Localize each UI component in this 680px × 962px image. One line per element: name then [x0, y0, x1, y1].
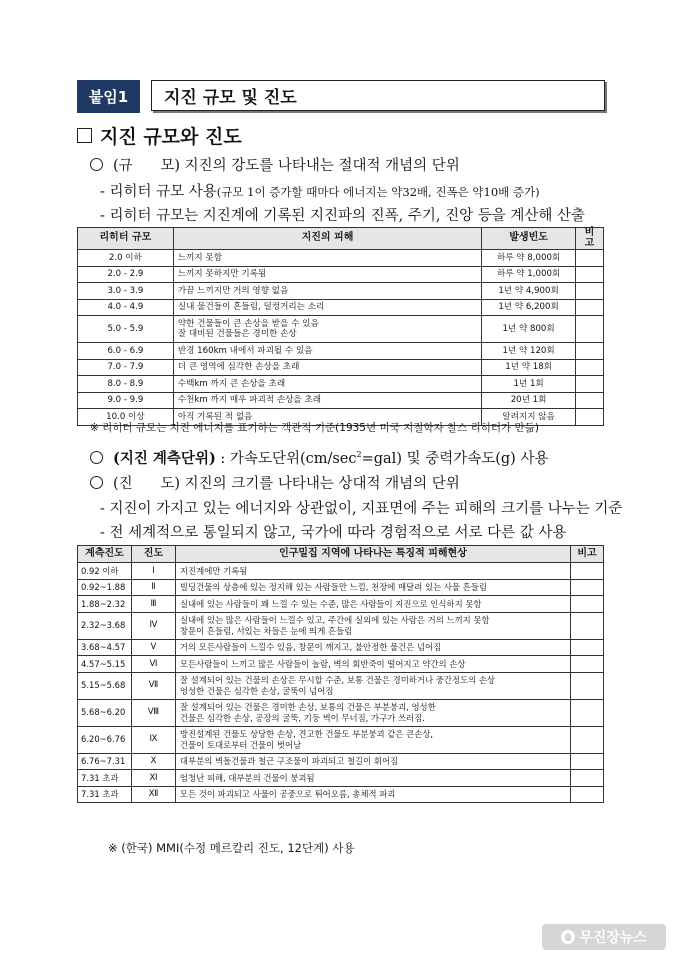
mmi-level-cell: Ⅵ	[131, 656, 175, 673]
mmi-note-cell	[571, 656, 604, 673]
mmi-gal-cell: 6.20~6.76	[78, 726, 132, 753]
table-row	[78, 359, 604, 376]
circle-bullet-icon	[90, 158, 103, 171]
richter-scale-cell: 9.0 - 9.9	[78, 392, 174, 409]
mmi-description-cell: 잘 설계되어 있는 건물은 경미한 손상, 보통의 건물은 부분붕괴, 엉성한 건물은 심각한 손상, 공장의 굴뚝, 기둥 벽이 무너짐, 가구가 쓰러짐.	[175, 699, 570, 726]
richter-note-cell	[576, 359, 604, 376]
richter-scale-cell: 7.0 - 7.9	[78, 359, 174, 376]
table-row	[78, 639, 604, 656]
richter-note-cell	[576, 409, 604, 426]
table-row	[78, 299, 604, 316]
richter-frequency-cell: 하루 약 8,000회	[482, 250, 576, 267]
mmi-description-cell: 빌딩건물의 상층에 있는 정지해 있는 사람들만 느낌, 천장에 매달려 있는 사물 흔들림	[175, 579, 570, 596]
richter-table	[77, 227, 604, 426]
richter-scale-cell: 3.0 - 3.9	[78, 283, 174, 300]
richter-damage-cell: 실내 물건들이 흔들림, 덜컹거리는 소리	[173, 299, 481, 316]
mmi-note-cell	[571, 699, 604, 726]
richter-frequency-cell: 1년 약 18회	[482, 359, 576, 376]
magnitude-bullet-2: - 리히터 규모는 지진계에 기록된 지진파의 진폭, 주기, 진앙 등을 계산해 산출	[100, 208, 586, 224]
mmi-footnote: ※ (한국) MMI(수정 메르칼리 진도, 12단계) 사용	[108, 841, 355, 855]
richter-frequency-cell: 20년 1회	[482, 392, 576, 409]
mmi-table-header	[78, 546, 604, 563]
richter-damage-cell: 아직 기록된 적 없음	[173, 409, 481, 426]
mmi-gal-cell: 7.31 초과	[78, 770, 132, 787]
mmi-level-cell: Ⅱ	[131, 579, 175, 596]
mmi-gal-cell: 6.76~7.31	[78, 753, 132, 770]
mmi-description-cell: 실내에 있는 많은 사람들이 느낄수 있고, 주간에 실외에 있는 사람은 거의 느끼지 못함 창문이 흔들림, 서있는 차들은 눈에 띄게 흔들림	[175, 612, 570, 639]
mmi-description-cell: 엄청난 피해, 대부분의 건물이 붕괴됨	[175, 770, 570, 787]
mmi-note-cell	[571, 672, 604, 699]
intensity-text: 지진의 크기를 나타내는 상대적 개념의 단위	[184, 476, 460, 492]
mmi-header-cell: 계측진도	[78, 546, 132, 563]
mmi-description-cell: 지진계에만 기록됨	[175, 563, 570, 580]
mmi-level-cell: Ⅷ	[131, 699, 175, 726]
magnitude-label: (규 모)	[113, 158, 180, 174]
mmi-level-cell: Ⅶ	[131, 672, 175, 699]
mmi-note-cell	[571, 726, 604, 753]
richter-scale-cell: 5.0 - 5.9	[78, 316, 174, 343]
intensity-bullet-1: - 지진이 가지고 있는 에너지와 상관없이, 지표면에 주는 피해의 크기를 나누는 기준	[100, 501, 623, 517]
intensity-unit-text-post: =gal) 및 중력가속도(g) 사용	[361, 451, 549, 467]
mmi-description-cell: 방진설계된 건물도 상당한 손상, 견고한 건물도 부분붕괴 같은 큰손상, 건물이 토대로부터 건물이 벗어남	[175, 726, 570, 753]
richter-frequency-cell: 1년 약 4,900회	[482, 283, 576, 300]
mmi-note-cell	[571, 770, 604, 787]
mmi-table	[77, 545, 604, 803]
mmi-note-cell	[571, 563, 604, 580]
mmi-level-cell: Ⅴ	[131, 639, 175, 656]
table-row	[78, 266, 604, 283]
mmi-description-cell: 거의 모든사람들이 느낄수 있음, 창문이 깨지고, 불안정한 물건은 넘어짐	[175, 639, 570, 656]
richter-frequency-cell: 1년 1회	[482, 376, 576, 393]
mmi-note-cell	[571, 596, 604, 613]
richter-damage-cell: 느끼지 못하지만 기록됨	[173, 266, 481, 283]
magnitude-text: 지진의 강도를 나타내는 절대적 개념의 단위	[184, 158, 460, 174]
table-row	[78, 563, 604, 580]
richter-damage-cell: 반경 160km 내에서 파괴될 수 있음	[173, 343, 481, 360]
richter-damage-cell: 수백km 까지 큰 손상을 초래	[173, 376, 481, 393]
table-row	[78, 699, 604, 726]
mmi-gal-cell: 3.68~4.57	[78, 639, 132, 656]
table-row	[78, 250, 604, 267]
table-row	[78, 656, 604, 673]
magnitude-bullet-1-main: - 리히터 규모 사용	[100, 184, 217, 200]
intensity-definition	[90, 472, 460, 493]
section-title: 지진 규모와 진도	[100, 126, 242, 148]
mmi-note-cell	[571, 612, 604, 639]
richter-header-cell: 비고	[576, 228, 604, 250]
mmi-level-cell: Ⅹ	[131, 753, 175, 770]
attachment-title: 지진 규모 및 진도	[151, 80, 605, 111]
richter-frequency-cell: 알려지지 않음	[482, 409, 576, 426]
mmi-gal-cell: 7.31 초과	[78, 786, 132, 803]
richter-footnote: ※ 리히터 규모는 지진 에너지를 표기하는 객관적 기준(1935년 미국 지질학자 찰스 리히터가 만듦)	[90, 422, 539, 434]
mmi-description-cell: 모든 것이 파괴되고 사물이 공중으로 튀어오름, 총체적 파괴	[175, 786, 570, 803]
mmi-level-cell: Ⅻ	[131, 786, 175, 803]
mmi-description-cell: 대부분의 벽돌건물과 철근 구조물이 파괴되고 철길이 휘어짐	[175, 753, 570, 770]
table-row	[78, 316, 604, 343]
mmi-level-cell: Ⅺ	[131, 770, 175, 787]
richter-damage-cell: 느끼지 못함	[173, 250, 481, 267]
richter-note-cell	[576, 316, 604, 343]
watermark	[542, 924, 666, 950]
richter-damage-cell: 더 큰 영역에 심각한 손상을 초래	[173, 359, 481, 376]
mmi-level-cell: Ⅳ	[131, 612, 175, 639]
intensity-label: (진 도)	[113, 476, 180, 492]
richter-header-cell: 발생빈도	[482, 228, 576, 250]
mmi-gal-cell: 0.92~1.88	[78, 579, 132, 596]
mmi-table-body	[78, 563, 604, 803]
richter-note-cell	[576, 299, 604, 316]
richter-note-cell	[576, 392, 604, 409]
table-row	[78, 770, 604, 787]
richter-frequency-cell: 하루 약 1,000회	[482, 266, 576, 283]
mmi-note-cell	[571, 639, 604, 656]
richter-damage-cell: 가끔 느끼지만 거의 영향 없음	[173, 283, 481, 300]
mmi-description-cell: 모든사람들이 느끼고 많은 사람들이 놀람, 벽의 회반죽이 떨어지고 약간의 손상	[175, 656, 570, 673]
richter-table-body	[78, 250, 604, 426]
circle-bullet-icon	[90, 451, 103, 464]
intensity-unit-sup: 2	[356, 450, 362, 460]
richter-scale-cell: 8.0 - 8.9	[78, 376, 174, 393]
richter-note-cell	[576, 343, 604, 360]
table-row	[78, 283, 604, 300]
attachment-header	[77, 80, 607, 113]
mmi-note-cell	[571, 753, 604, 770]
intensity-unit-text-pre: : 가속도단위(cm/sec	[220, 451, 357, 467]
table-row	[78, 596, 604, 613]
richter-note-cell	[576, 266, 604, 283]
table-row	[78, 672, 604, 699]
mmi-note-cell	[571, 579, 604, 596]
mmi-level-cell: Ⅸ	[131, 726, 175, 753]
richter-table-header	[78, 228, 604, 250]
table-row	[78, 753, 604, 770]
magnitude-bullet-1	[100, 180, 540, 201]
mmi-level-cell: Ⅰ	[131, 563, 175, 580]
richter-frequency-cell: 1년 약 6,200회	[482, 299, 576, 316]
richter-frequency-cell: 1년 약 120회	[482, 343, 576, 360]
table-row	[78, 392, 604, 409]
richter-scale-cell: 4.0 - 4.9	[78, 299, 174, 316]
table-row	[78, 376, 604, 393]
section-heading	[77, 122, 242, 149]
richter-damage-cell: 약한 건물들이 큰 손상을 받을 수 있음 잘 대비된 건물들은 경미한 손상	[173, 316, 481, 343]
magnitude-bullet-1-note: (규모 1이 증가할 때마다 에너지는 약32배, 진폭은 약10배 증가)	[216, 185, 540, 199]
mmi-gal-cell: 1.88~2.32	[78, 596, 132, 613]
table-row	[78, 726, 604, 753]
mmi-header-cell: 비고	[571, 546, 604, 563]
richter-scale-cell: 2.0 이하	[78, 250, 174, 267]
richter-note-cell	[576, 376, 604, 393]
table-row	[78, 786, 604, 803]
mmi-gal-cell: 0.92 이하	[78, 563, 132, 580]
square-bullet-icon	[77, 128, 92, 143]
intensity-unit	[90, 447, 548, 468]
mmi-gal-cell: 4.57~5.15	[78, 656, 132, 673]
mmi-gal-cell: 5.68~6.20	[78, 699, 132, 726]
mmi-note-cell	[571, 786, 604, 803]
richter-header-cell: 지진의 피해	[173, 228, 481, 250]
mmi-description-cell: 실내에 있는 사람들이 꽤 느낄 수 있는 수준, 많은 사람들이 지진으로 인식하지 못함	[175, 596, 570, 613]
richter-frequency-cell: 1년 약 800회	[482, 316, 576, 343]
mmi-level-cell: Ⅲ	[131, 596, 175, 613]
table-row	[78, 579, 604, 596]
richter-note-cell	[576, 283, 604, 300]
mmi-gal-cell: 2.32~3.68	[78, 612, 132, 639]
magnitude-definition	[90, 154, 460, 175]
attachment-badge: 붙임1	[77, 80, 140, 113]
richter-note-cell	[576, 250, 604, 267]
mmi-description-cell: 잘 설계되어 있는 건물의 손상은 무시할 수준, 보통 건물은 경미하거나 중간정도의 손상 엉성한 건물은 심각한 손상, 굴뚝이 넘어짐	[175, 672, 570, 699]
table-row	[78, 343, 604, 360]
richter-damage-cell: 수천km 까지 매우 파괴적 손상을 초래	[173, 392, 481, 409]
watermark-logo-icon	[561, 930, 575, 944]
richter-scale-cell: 2.0 - 2.9	[78, 266, 174, 283]
mmi-gal-cell: 5.15~5.68	[78, 672, 132, 699]
richter-header-cell: 리히터 규모	[78, 228, 174, 250]
table-row	[78, 612, 604, 639]
mmi-header-cell: 인구밀집 지역에 나타나는 특징적 피해현상	[175, 546, 570, 563]
richter-scale-cell: 6.0 - 6.9	[78, 343, 174, 360]
intensity-unit-label: (지진 계측단위)	[113, 450, 216, 467]
richter-scale-cell: 10.0 이상	[78, 409, 174, 426]
mmi-header-cell: 진도	[131, 546, 175, 563]
intensity-bullet-2: - 전 세계적으로 통일되지 않고, 국가에 따라 경험적으로 서로 다른 값 사용	[100, 525, 567, 541]
watermark-text: 무진장뉴스	[579, 930, 647, 946]
circle-bullet-icon	[90, 476, 103, 489]
